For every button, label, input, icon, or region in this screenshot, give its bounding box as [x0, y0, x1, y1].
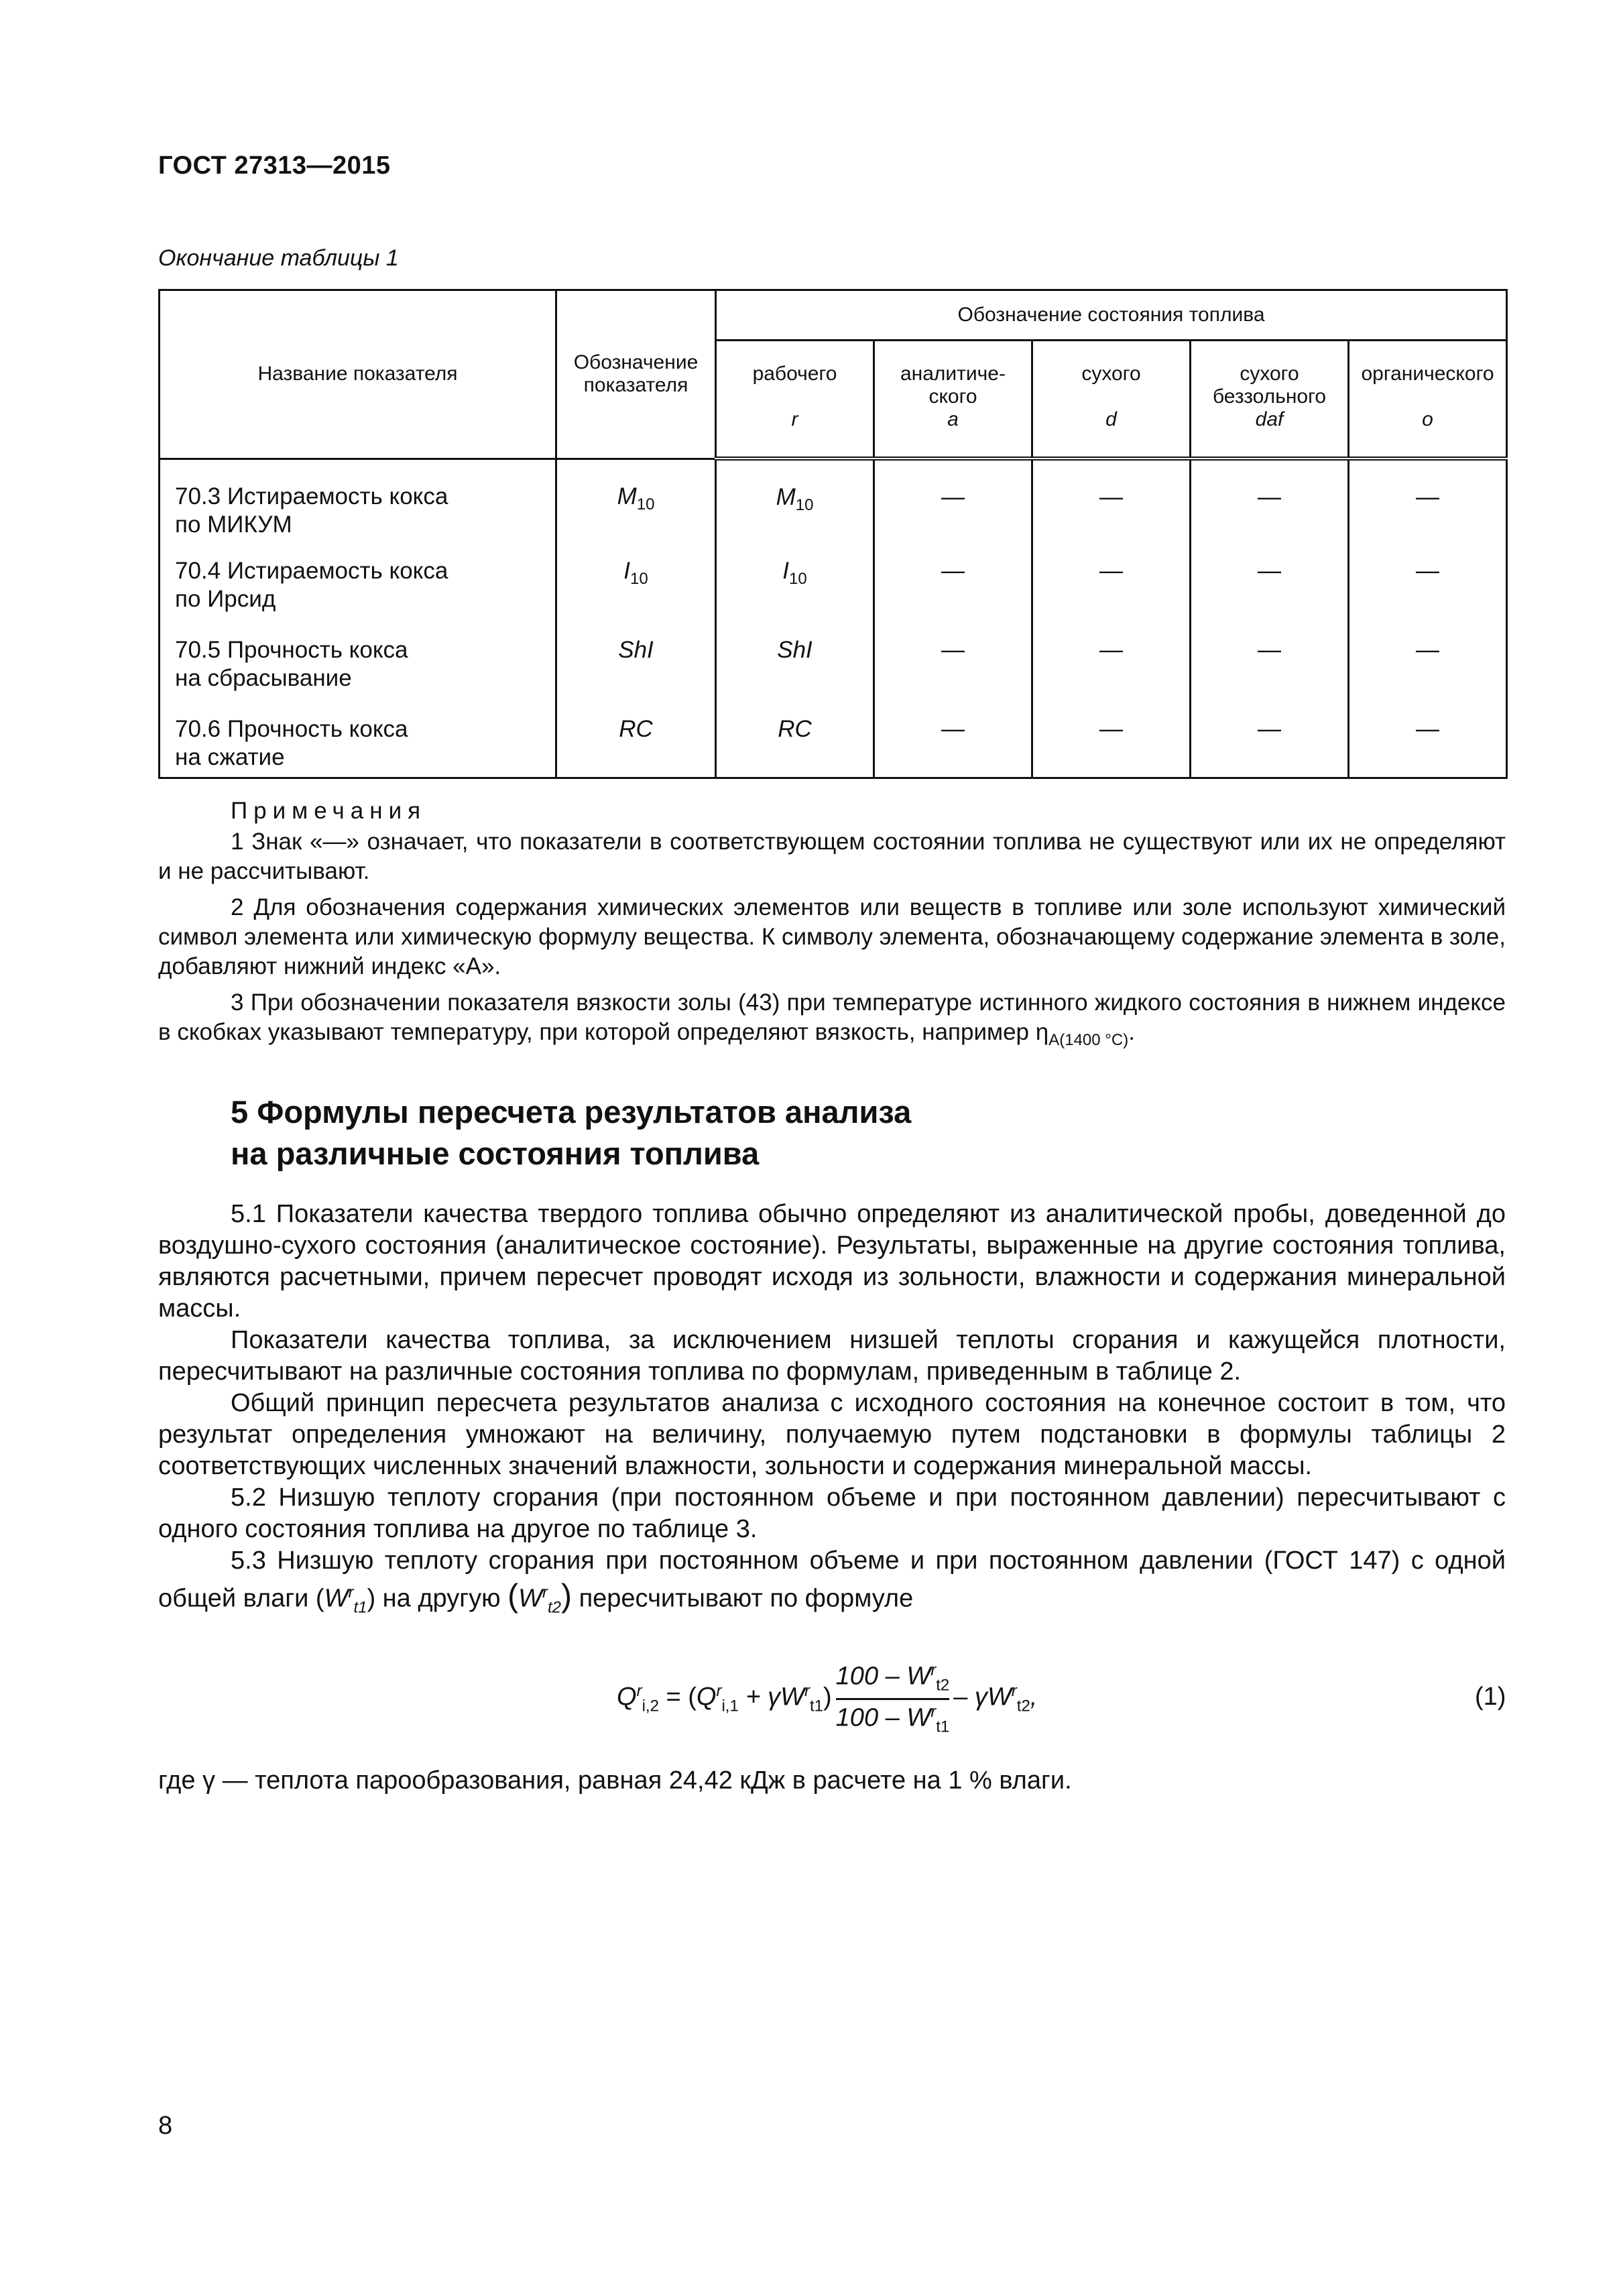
- note-3: 3 При обозначении показателя вязкости золы (43) при температуре истинного жидкого состояния в нижнем индексе в скобках указывают температуру, при которой определяют вязкость, например $\eta_{A(1400 ^\circ C)}$.: [158, 989, 1506, 1049]
- table-row: 70.5 Прочность кокса на сбрасывание ShI ShI — — — —: [160, 619, 1507, 698]
- state-dry-ashfree: сухого беззольного daf: [1191, 341, 1349, 459]
- table-row: 70.3 Истираемость кокса по МИКУМ $M_{10}$ $M_{10}$ — — — —: [160, 459, 1507, 540]
- state-dry: сухого d: [1032, 341, 1191, 459]
- document-header: ГОСТ 27313—2015: [158, 152, 391, 180]
- paragraph-5-1-b: Показатели качества топлива, за исключением низшей теплоты сгорания и кажущейся плотности, пересчитывают на различные состояния топлива по формулам, приведенным в таблице 2.: [158, 1326, 1506, 1386]
- header-symbol: Обозначение показателя: [556, 290, 716, 459]
- header-state-group: Обозначение состояния топлива: [716, 290, 1507, 341]
- table-row: 70.4 Истираемость кокса по Ирсид $I_{10}$ $I_{10}$ — — — —: [160, 540, 1507, 619]
- paragraph-5-3: 5.3 Низшую теплоту сгорания при постоянном объеме и при постоянном давлении (ГОСТ 147) с одной общей влаги $(W^r_{t1})$ на другую $(W^r_{t2})$ пересчитывают по формуле: [158, 1547, 1506, 1617]
- notes-block: [158, 827, 1506, 1055]
- page-number: 8: [158, 2112, 173, 2140]
- table-caption: Окончание таблицы 1: [158, 245, 399, 271]
- state-working: рабочего r: [716, 341, 874, 459]
- section-body: [158, 1199, 1506, 1623]
- table-row: 70.6 Прочность кокса на сжатие RC RC — — — —: [160, 698, 1507, 778]
- notes-title: Примечания: [231, 798, 427, 824]
- paragraph-5-1-c: Общий принцип пересчета результатов анализа с исходного состояния на конечное состоит в том, что результат определения умножают на величину, получаемую путем подстановки в формулы таблицы 2 соответствующих численных значений влажности, зольности и содержания минеральной массы.: [158, 1389, 1506, 1480]
- equation-number: (1): [1475, 1683, 1506, 1711]
- section-title: 5 Формулы пересчета результатов анализа на различные состояния топлива: [231, 1094, 912, 1171]
- header-name: Название показателя: [160, 290, 556, 459]
- where-line: где γ — теплота парообразования, равная 24,42 кДж в расчете на 1 % влаги.: [158, 1766, 1072, 1795]
- formula-1: $Q^r_{i,2} = (Q^r_{i,1} + \gamma W^r_{t1})$ $100 - W^r_{t2}$ $100 - W^r_{t1}$ – $\gamma W^r_{t2}$,: [617, 1661, 1038, 1736]
- note-1: 1 Знак «—» означает, что показатели в соответствующем состоянии топлива не существуют или их не определяют и не рассчитывают.: [158, 829, 1506, 884]
- paragraph-5-1: 5.1 Показатели качества твердого топлива обычно определяют из аналитической пробы, доведенной до воздушно-сухого состояния (аналитическое состояние). Результаты, выраженные на другие состояния топлива, являются расчетными, причем пересчет проводят исходя из зольности, влажности и содержания минеральной массы.: [158, 1200, 1506, 1323]
- state-organic: органического o: [1349, 341, 1507, 459]
- note-2: 2 Для обозначения содержания химических элементов или веществ в топливе или золе используют химический символ элемента или химическую формулу вещества. К символу элемента, обозначающему содержание элемента в золе, добавляют нижний индекс «А».: [158, 894, 1506, 979]
- table-1: [158, 289, 1508, 779]
- state-analytic: аналитиче- ского a: [874, 341, 1032, 459]
- paragraph-5-2: 5.2 Низшую теплоту сгорания (при постоянном объеме и при постоянном давлении) пересчитывают с одного состояния топлива на другое по таблице 3.: [158, 1484, 1506, 1543]
